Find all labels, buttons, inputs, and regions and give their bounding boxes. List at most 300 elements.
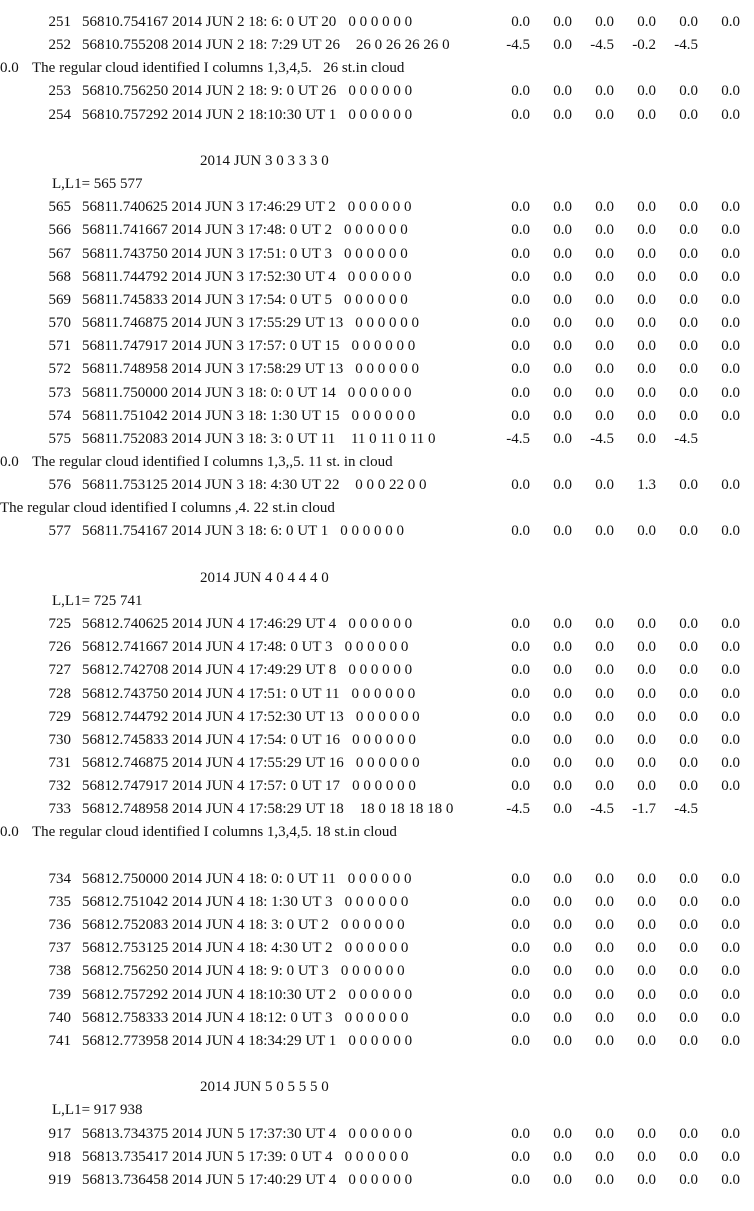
data-row xyxy=(0,659,754,682)
row-values xyxy=(476,34,754,57)
data-row xyxy=(0,34,754,57)
row-index: 734 xyxy=(48,870,71,887)
row-value: 0.0 xyxy=(721,83,740,100)
row-flags: 0 0 0 0 0 0 xyxy=(352,778,416,795)
row-value: 0.0 xyxy=(679,662,698,679)
data-row xyxy=(0,636,754,659)
row-timestamp: 56811.741667 2014 JUN 3 17:48: 0 UT 2 xyxy=(82,222,333,239)
date-header xyxy=(0,150,754,173)
row-flags: 0 0 0 0 0 0 xyxy=(348,83,413,100)
row-value: 0.0 xyxy=(721,268,740,285)
row-value: 0.0 xyxy=(511,268,530,285)
row-value: 0.0 xyxy=(553,1171,572,1188)
row-values xyxy=(476,937,754,960)
row-timestamp: 56810.757292 2014 JUN 2 18:10:30 UT 1 xyxy=(82,106,337,123)
row-value: 0.0 xyxy=(511,986,530,1003)
row-value: 0.0 xyxy=(637,986,656,1003)
row-value: -4.5 xyxy=(590,801,614,818)
row-values xyxy=(476,613,754,636)
row-value: 0.0 xyxy=(679,523,698,540)
range-line xyxy=(0,173,754,196)
row-values xyxy=(476,914,754,937)
note-text: The regular cloud identified I columns 1,3,,5. 11 st. in cloud xyxy=(32,453,393,470)
row-value: 0.0 xyxy=(637,1009,656,1026)
row-value: 0.0 xyxy=(721,523,740,540)
row-value: 0.0 xyxy=(721,291,740,308)
row-values xyxy=(476,80,754,103)
row-value: 0.0 xyxy=(553,662,572,679)
row-values xyxy=(476,405,754,428)
date-header-text: 2014 JUN 4 0 4 4 4 0 xyxy=(200,569,329,586)
row-value: 0.0 xyxy=(637,778,656,795)
row-value: 0.0 xyxy=(679,14,698,30)
row-index: 571 xyxy=(48,338,71,355)
row-flags: 0 0 0 0 0 0 xyxy=(347,199,412,216)
row-value: 0.0 xyxy=(595,14,614,30)
row-flags: 0 0 0 0 0 0 xyxy=(355,361,420,378)
row-value: 0.0 xyxy=(553,523,572,540)
row-timestamp: 56812.744792 2014 JUN 4 17:52:30 UT 13 xyxy=(82,708,344,725)
data-row xyxy=(0,937,754,960)
row-timestamp: 56811.747917 2014 JUN 3 17:57: 0 UT 15 xyxy=(82,338,340,355)
row-index: 570 xyxy=(48,315,71,332)
row-value: 0.0 xyxy=(679,639,698,656)
data-row xyxy=(0,683,754,706)
row-value: 0.0 xyxy=(553,245,572,262)
data-row xyxy=(0,891,754,914)
row-value: 0.0 xyxy=(637,917,656,934)
row-values xyxy=(476,266,754,289)
row-flags: 0 0 0 0 0 0 xyxy=(355,708,420,725)
note-text: The regular cloud identified I columns 1,3,4,5. 18 st.in cloud xyxy=(32,824,397,841)
row-value: 0.0 xyxy=(553,639,572,656)
row-values xyxy=(476,219,754,242)
row-flags: 0 0 0 0 0 0 xyxy=(344,893,409,910)
row-timestamp: 56811.752083 2014 JUN 3 18: 3: 0 UT 11 xyxy=(82,430,336,447)
data-row xyxy=(0,382,754,405)
row-values xyxy=(476,636,754,659)
row-value: 0.0 xyxy=(679,338,698,355)
row-value: 0.0 xyxy=(721,407,740,424)
data-row xyxy=(0,613,754,636)
row-index: 253 xyxy=(48,83,71,100)
row-flags: 0 0 0 0 0 0 xyxy=(348,14,413,30)
row-value: 0.0 xyxy=(553,1148,572,1165)
row-index: 566 xyxy=(48,222,71,239)
row-value: 0.0 xyxy=(637,1125,656,1142)
row-value: 0.0 xyxy=(637,222,656,239)
data-row xyxy=(0,914,754,937)
row-value: 0.0 xyxy=(637,106,656,123)
row-value: 0.0 xyxy=(595,199,614,216)
row-value: 0.0 xyxy=(637,755,656,771)
row-timestamp: 56812.748958 2014 JUN 4 17:58:29 UT 18 xyxy=(82,801,344,818)
row-value: 0.0 xyxy=(511,106,530,123)
row-timestamp: 56812.742708 2014 JUN 4 17:49:29 UT 8 xyxy=(82,662,337,679)
row-value: 0.0 xyxy=(553,755,572,771)
row-value: 0.0 xyxy=(553,778,572,795)
row-value: 0.0 xyxy=(679,870,698,887)
row-value: 0.0 xyxy=(679,222,698,239)
row-flags: 0 0 0 0 0 0 xyxy=(347,384,412,401)
range-line xyxy=(0,1099,754,1122)
row-value: 0.0 xyxy=(595,1032,614,1049)
row-values xyxy=(476,706,754,729)
data-row xyxy=(0,1146,754,1169)
row-value: 0.0 xyxy=(721,731,740,748)
row-timestamp: 56811.754167 2014 JUN 3 18: 6: 0 UT 1 xyxy=(82,523,329,540)
row-flags: 0 0 0 0 0 0 xyxy=(348,1032,413,1049)
row-value: 0.0 xyxy=(553,407,572,424)
row-value: 0.0 xyxy=(595,662,614,679)
row-flags: 18 0 18 18 18 0 xyxy=(355,801,454,818)
row-values xyxy=(476,798,754,821)
row-value: 0.0 xyxy=(553,963,572,980)
row-value: 0.0 xyxy=(553,338,572,355)
row-value: 0.0 xyxy=(511,639,530,656)
row-value: 0.0 xyxy=(721,1032,740,1049)
row-value: 0.0 xyxy=(595,477,614,494)
row-value: 0.0 xyxy=(595,986,614,1003)
row-value: 0.0 xyxy=(553,268,572,285)
row-value: 0.0 xyxy=(553,106,572,123)
row-value: 0.0 xyxy=(637,708,656,725)
data-row xyxy=(0,11,754,34)
row-value: 0.0 xyxy=(637,893,656,910)
row-flags: 0 0 0 0 0 0 xyxy=(351,338,416,355)
data-row xyxy=(0,706,754,729)
row-values xyxy=(476,868,754,891)
row-timestamp: 56811.745833 2014 JUN 3 17:54: 0 UT 5 xyxy=(82,291,333,308)
data-row xyxy=(0,752,754,775)
row-value: 0.0 xyxy=(595,755,614,771)
row-value: -4.5 xyxy=(590,430,614,447)
row-flags: 0 0 0 0 0 0 xyxy=(348,1171,413,1188)
row-value: 0.0 xyxy=(595,384,614,401)
data-row xyxy=(0,219,754,242)
row-value: 0.0 xyxy=(679,708,698,725)
row-value: 0.0 xyxy=(637,384,656,401)
row-values xyxy=(476,196,754,219)
row-timestamp: 56812.753125 2014 JUN 4 18: 4:30 UT 2 xyxy=(82,940,333,957)
row-index: 738 xyxy=(48,963,71,980)
row-timestamp: 56811.740625 2014 JUN 3 17:46:29 UT 2 xyxy=(82,199,336,216)
row-values xyxy=(476,428,754,451)
row-flags: 0 0 0 0 0 0 xyxy=(352,731,416,748)
data-row xyxy=(0,775,754,798)
row-value: 0.0 xyxy=(553,801,572,818)
row-value: 1.3 xyxy=(637,477,656,494)
row-value: 0.0 xyxy=(595,361,614,378)
row-value: 0.0 xyxy=(553,708,572,725)
cloud-note xyxy=(0,451,754,474)
row-value: -1.7 xyxy=(632,801,656,818)
row-value: 0.0 xyxy=(511,1171,530,1188)
row-value: 0.0 xyxy=(637,83,656,100)
row-index: 726 xyxy=(48,639,71,656)
row-value: 0.0 xyxy=(595,268,614,285)
row-timestamp: 56812.750000 2014 JUN 4 18: 0: 0 UT 11 xyxy=(82,870,336,887)
row-value: 0.0 xyxy=(637,731,656,748)
row-value: 0.0 xyxy=(595,222,614,239)
row-value: 0.0 xyxy=(679,1171,698,1188)
row-value: 0.0 xyxy=(511,83,530,100)
row-index: 254 xyxy=(48,106,71,123)
row-value: 0.0 xyxy=(637,1171,656,1188)
row-value: 0.0 xyxy=(511,523,530,540)
row-value: 0.0 xyxy=(679,361,698,378)
row-timestamp: 56811.746875 2014 JUN 3 17:55:29 UT 13 xyxy=(82,315,344,332)
row-value: 0.0 xyxy=(637,940,656,957)
row-value: 0.0 xyxy=(553,477,572,494)
range-text: L,L1= 725 741 xyxy=(52,592,143,609)
row-index: 917 xyxy=(48,1125,71,1142)
row-value: 0.0 xyxy=(637,338,656,355)
row-value: 0.0 xyxy=(511,685,530,702)
row-value: 0.0 xyxy=(553,430,572,447)
row-values xyxy=(476,520,754,543)
data-row xyxy=(0,729,754,752)
row-value: 0.0 xyxy=(637,616,656,633)
row-value: 0.0 xyxy=(511,893,530,910)
data-row xyxy=(0,520,754,543)
row-value: 0.0 xyxy=(511,708,530,725)
row-timestamp: 56812.743750 2014 JUN 4 17:51: 0 UT 11 xyxy=(82,685,340,702)
range-text: L,L1= 917 938 xyxy=(52,1102,143,1119)
row-value: 0.0 xyxy=(721,755,740,771)
row-value: 0.0 xyxy=(511,338,530,355)
note-value: 0.0 xyxy=(0,60,19,77)
data-row xyxy=(0,798,754,821)
row-value: 0.0 xyxy=(721,338,740,355)
row-value: 0.0 xyxy=(595,639,614,656)
row-value: 0.0 xyxy=(511,384,530,401)
row-values xyxy=(476,382,754,405)
row-value: 0.0 xyxy=(721,893,740,910)
row-value: 0.0 xyxy=(637,361,656,378)
row-value: 0.0 xyxy=(511,917,530,934)
row-value: 0.0 xyxy=(679,616,698,633)
row-flags: 0 0 0 0 0 0 xyxy=(348,1125,413,1142)
row-value: 0.0 xyxy=(637,268,656,285)
row-value: 0.0 xyxy=(553,870,572,887)
row-index: 251 xyxy=(48,14,71,30)
row-value: 0.0 xyxy=(511,870,530,887)
row-flags: 0 0 0 0 0 0 xyxy=(348,986,413,1003)
row-value: 0.0 xyxy=(679,917,698,934)
range-text: L,L1= 565 577 xyxy=(52,176,143,193)
row-flags: 11 0 11 0 11 0 xyxy=(347,430,436,447)
row-timestamp: 56810.755208 2014 JUN 2 18: 7:29 UT 26 xyxy=(82,37,341,54)
row-values xyxy=(476,775,754,798)
row-flags: 0 0 0 0 0 0 xyxy=(344,639,409,656)
row-value: 0.0 xyxy=(595,407,614,424)
data-row xyxy=(0,312,754,335)
row-index: 733 xyxy=(48,801,71,818)
note-text: The regular cloud identified I columns 1,3,4,5. 26 st.in cloud xyxy=(32,60,405,77)
row-value: 0.0 xyxy=(721,778,740,795)
data-row xyxy=(0,1030,754,1053)
row-flags: 0 0 0 0 0 0 xyxy=(344,1009,409,1026)
row-value: 0.0 xyxy=(679,963,698,980)
row-value: 0.0 xyxy=(679,986,698,1003)
row-index: 252 xyxy=(48,37,71,54)
row-index: 727 xyxy=(48,662,71,679)
row-timestamp: 56812.756250 2014 JUN 4 18: 9: 0 UT 3 xyxy=(82,963,329,980)
row-value: 0.0 xyxy=(553,37,572,54)
row-timestamp: 56812.741667 2014 JUN 4 17:48: 0 UT 3 xyxy=(82,639,333,656)
data-row xyxy=(0,405,754,428)
row-value: 0.0 xyxy=(553,986,572,1003)
data-row xyxy=(0,1007,754,1030)
row-index: 572 xyxy=(48,361,71,378)
row-index: 731 xyxy=(48,755,71,771)
data-row xyxy=(0,868,754,891)
data-row xyxy=(0,335,754,358)
row-flags: 0 0 0 0 0 0 xyxy=(355,315,420,332)
row-value: 0.0 xyxy=(595,708,614,725)
row-flags: 0 0 0 0 0 0 xyxy=(344,222,408,239)
row-value: 0.0 xyxy=(511,14,530,30)
row-value: 0.0 xyxy=(721,245,740,262)
row-timestamp: 56811.753125 2014 JUN 3 18: 4:30 UT 22 xyxy=(82,477,340,494)
row-value: 0.0 xyxy=(721,685,740,702)
cloud-note xyxy=(0,57,754,80)
row-value: 0.0 xyxy=(595,106,614,123)
row-value: 0.0 xyxy=(637,315,656,332)
data-row xyxy=(0,960,754,983)
data-row xyxy=(0,984,754,1007)
row-value: 0.0 xyxy=(679,245,698,262)
row-values xyxy=(476,1123,754,1146)
row-flags: 0 0 0 0 0 0 xyxy=(351,685,416,702)
row-value: 0.0 xyxy=(721,14,740,30)
row-value: 0.0 xyxy=(595,523,614,540)
row-timestamp: 56812.757292 2014 JUN 4 18:10:30 UT 2 xyxy=(82,986,337,1003)
row-index: 736 xyxy=(48,917,71,934)
row-value: 0.0 xyxy=(511,940,530,957)
row-value: 0.0 xyxy=(721,940,740,957)
row-value: 0.0 xyxy=(679,315,698,332)
row-timestamp: 56812.740625 2014 JUN 4 17:46:29 UT 4 xyxy=(82,616,337,633)
row-values xyxy=(476,243,754,266)
row-index: 568 xyxy=(48,268,71,285)
row-index: 565 xyxy=(48,199,71,216)
row-index: 725 xyxy=(48,616,71,633)
row-value: 0.0 xyxy=(595,315,614,332)
row-flags: 0 0 0 0 0 0 xyxy=(348,616,413,633)
row-value: 0.0 xyxy=(721,106,740,123)
row-value: 0.0 xyxy=(553,199,572,216)
row-value: 0.0 xyxy=(721,616,740,633)
cloud-note xyxy=(0,497,754,520)
row-index: 735 xyxy=(48,893,71,910)
row-values xyxy=(476,752,754,775)
row-value: 0.0 xyxy=(679,731,698,748)
note-text: The regular cloud identified I columns ,4. 22 st.in cloud xyxy=(0,500,335,517)
row-value: 0.0 xyxy=(679,407,698,424)
date-header xyxy=(0,567,754,590)
row-value: 0.0 xyxy=(721,870,740,887)
row-value: 0.0 xyxy=(595,731,614,748)
row-value: 0.0 xyxy=(553,14,572,30)
row-values xyxy=(476,289,754,312)
row-value: -4.5 xyxy=(674,430,698,447)
row-value: 0.0 xyxy=(511,963,530,980)
row-value: 0.0 xyxy=(721,315,740,332)
row-value: 0.0 xyxy=(511,1032,530,1049)
blank-line xyxy=(0,127,754,150)
data-row xyxy=(0,428,754,451)
row-index: 739 xyxy=(48,986,71,1003)
row-value: 0.0 xyxy=(679,685,698,702)
row-flags: 0 0 0 0 0 0 xyxy=(347,268,412,285)
row-timestamp: 56810.754167 2014 JUN 2 18: 6: 0 UT 20 xyxy=(82,14,337,30)
row-flags: 0 0 0 0 0 0 xyxy=(344,940,409,957)
row-value: 0.0 xyxy=(595,1009,614,1026)
row-timestamp: 56812.745833 2014 JUN 4 17:54: 0 UT 16 xyxy=(82,731,341,748)
row-flags: 0 0 0 0 0 0 xyxy=(340,917,405,934)
row-value: 0.0 xyxy=(553,1009,572,1026)
row-values xyxy=(476,474,754,497)
row-value: 0.0 xyxy=(721,639,740,656)
row-value: 0.0 xyxy=(721,963,740,980)
row-value: 0.0 xyxy=(679,291,698,308)
row-value: 0.0 xyxy=(721,1125,740,1142)
row-value: 0.0 xyxy=(511,361,530,378)
row-flags: 0 0 0 0 0 0 xyxy=(348,106,413,123)
row-timestamp: 56812.773958 2014 JUN 4 18:34:29 UT 1 xyxy=(82,1032,337,1049)
row-value: 0.0 xyxy=(679,477,698,494)
row-flags: 0 0 0 0 0 0 xyxy=(351,407,416,424)
data-row xyxy=(0,196,754,219)
row-values xyxy=(476,1146,754,1169)
row-value: 0.0 xyxy=(595,245,614,262)
row-timestamp: 56812.752083 2014 JUN 4 18: 3: 0 UT 2 xyxy=(82,917,329,934)
row-values xyxy=(476,984,754,1007)
row-values xyxy=(476,1030,754,1053)
row-value: 0.0 xyxy=(679,268,698,285)
row-value: -4.5 xyxy=(590,37,614,54)
row-values xyxy=(476,11,754,34)
row-index: 737 xyxy=(48,940,71,957)
row-value: 0.0 xyxy=(511,291,530,308)
data-row xyxy=(0,358,754,381)
row-value: 0.0 xyxy=(679,384,698,401)
row-index: 567 xyxy=(48,245,71,262)
row-value: 0.0 xyxy=(511,731,530,748)
row-value: 0.0 xyxy=(553,361,572,378)
row-index: 577 xyxy=(48,523,71,540)
row-value: 0.0 xyxy=(511,245,530,262)
row-value: 0.0 xyxy=(511,1009,530,1026)
date-header-text: 2014 JUN 5 0 5 5 5 0 xyxy=(200,1079,329,1096)
row-values xyxy=(476,659,754,682)
row-value: 0.0 xyxy=(721,1171,740,1188)
row-index: 574 xyxy=(48,407,71,424)
data-row xyxy=(0,266,754,289)
row-value: -4.5 xyxy=(506,801,530,818)
row-values xyxy=(476,960,754,983)
row-value: 0.0 xyxy=(679,1032,698,1049)
row-value: 0.0 xyxy=(595,338,614,355)
row-value: 0.0 xyxy=(637,245,656,262)
row-timestamp: 56811.743750 2014 JUN 3 17:51: 0 UT 3 xyxy=(82,245,333,262)
row-value: 0.0 xyxy=(637,407,656,424)
row-value: 0.0 xyxy=(595,893,614,910)
row-value: 0.0 xyxy=(721,199,740,216)
row-value: 0.0 xyxy=(721,1009,740,1026)
